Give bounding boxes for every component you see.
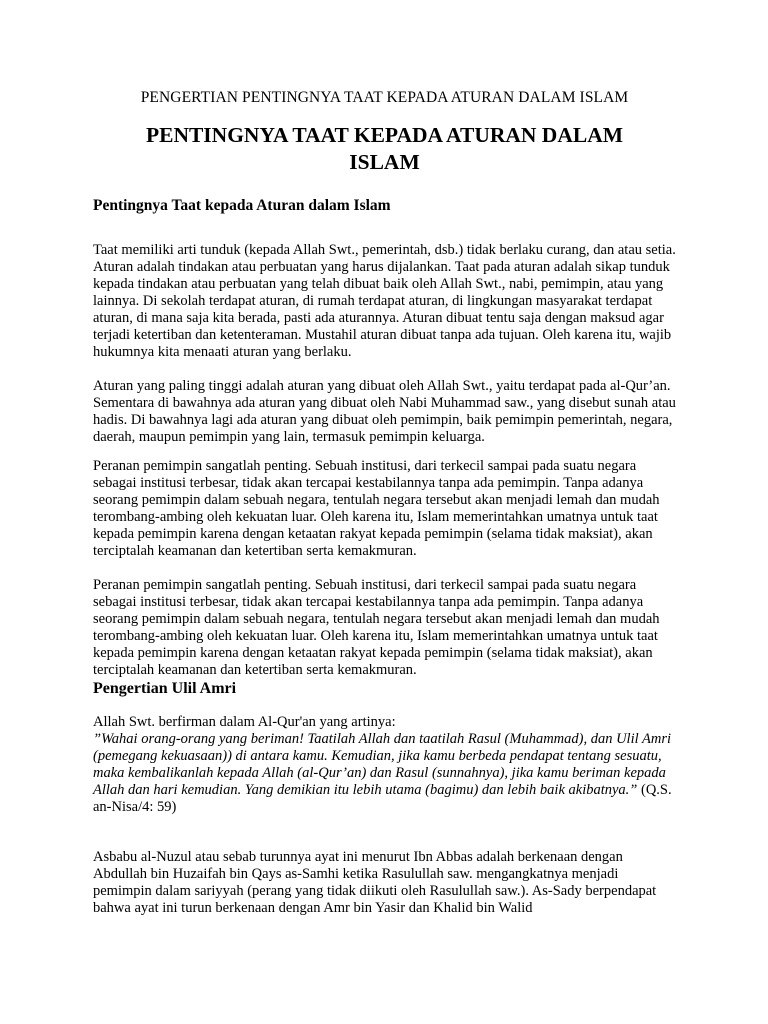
- page-title: PENTINGNYA TAAT KEPADA ATURAN DALAM ISLAM: [145, 123, 624, 174]
- paragraph-hierarchy: Aturan yang paling tinggi adalah aturan yang dibuat oleh Allah Swt., yaitu terdapat pada al-Qur’an. Sementara di bawahnya ada aturan yang dibuat oleh Nabi Muhammad saw., yang disebut sunah atau hadis. Di bawahnya lagi ada aturan yang dibuat oleh pemimpin, baik pemimpin pemerintah, negara, daerah, maupun pemimpin yang lain, termasuk pemimpin keluarga.: [93, 378, 676, 445]
- paragraph-definition: Taat memiliki arti tunduk (kepada Allah Swt., pemerintah, dsb.) tidak berlaku curang, dan atau setia. Aturan adalah tindakan atau perbuatan yang harus dijalankan. Taat pada aturan adalah sikap tunduk kepada tindakan atau perbuatan yang telah dibuat baik oleh Allah Swt., nabi, pemimpin, atau yang lainnya. Di sekolah terdapat aturan, di rumah terdapat aturan, di lingkungan masyarakat terdapat aturan, di mana saja kita berada, pasti ada aturannya. Aturan dibuat tentu saja dengan maksud agar terjadi ketertiban dan ketenteraman. Mustahil aturan dibuat tanpa ada tujuan. Oleh karena itu, wajib hukumnya kita menaati aturan yang berlaku.: [93, 242, 676, 360]
- paragraph-asbabun-nuzul: Asbabu al-Nuzul atau sebab turunnya ayat ini menurut Ibn Abbas adalah berkenaan dengan Abdullah bin Huzaifah bin Qays as-Samhi ketika Rasulullah saw. mengangkatnya menjadi pemimpin dalam sariyyah (perang yang tidak diikuti oleh Rasulullah saw.). As-Sady berpendapat bahwa ayat ini turun berkenaan dengan Amr bin Yasir dan Khalid bin Walid: [93, 849, 657, 916]
- quote-text: ”Wahai orang-orang yang beriman! Taatilah Allah dan taatilah Rasul (Muhammad), dan Ulil Amri (pemegang kekuasaan)) di antara kamu. Kemudian, jika kamu berbeda pendapat tentang sesuatu, maka kembalikanlah kepada Allah (al-Qur’an) dan Rasul (sunnahnya), jika kamu beriman kepada Allah dan hari kemudian. Yang demikian itu lebih utama (bagimu) dan lebih baik akibatnya.”: [93, 731, 672, 798]
- spacer: [93, 816, 676, 849]
- paragraph-leadership-repeat: Peranan pemimpin sangatlah penting. Sebuah institusi, dari terkecil sampai pada suatu negara sebagai institusi terbesar, tidak akan tercapai kestabilannya tanpa ada pemimpin. Tanpa adanya seorang pemimpin dalam sebuah negara, tentulah negara tersebut akan menjadi lemah dan mudah terombang-ambing oleh kekuatan luar. Oleh karena itu, Islam memerintahkan umatnya untuk taat kepada pemimpin karena dengan ketaatan rakyat kepada pemimpin (selama tidak maksiat), akan terciptalah keamanan dan ketertiban serta kemakmuran.: [93, 577, 660, 678]
- paragraph-leadership: Peranan pemimpin sangatlah penting. Sebuah institusi, dari terkecil sampai pada suatu negara sebagai institusi terbesar, tidak akan tercapai kestabilannya tanpa ada pemimpin. Tanpa adanya seorang pemimpin dalam sebuah negara, tentulah negara tersebut akan menjadi lemah dan mudah terombang-ambing oleh kekuatan luar. Oleh karena itu, Islam memerintahkan umatnya untuk taat kepada pemimpin karena dengan ketaatan rakyat kepada pemimpin (selama tidak maksiat), akan terciptalah keamanan dan ketertiban serta kemakmuran.: [93, 458, 660, 559]
- section-heading-taat: Pentingnya Taat kepada Aturan dalam Islam: [93, 197, 391, 214]
- document-top-title: PENGERTIAN PENTINGNYA TAAT KEPADA ATURAN DALAM ISLAM: [140, 89, 629, 106]
- quote-reference: (Q.S. an-Nisa/4: 59): [93, 782, 672, 815]
- quote-intro: Allah Swt. berfirman dalam Al-Qur'an yang artinya:: [93, 714, 396, 730]
- quote-paragraph: [93, 714, 676, 816]
- section-heading-ulil-amri: Pengertian Ulil Amri: [93, 680, 237, 697]
